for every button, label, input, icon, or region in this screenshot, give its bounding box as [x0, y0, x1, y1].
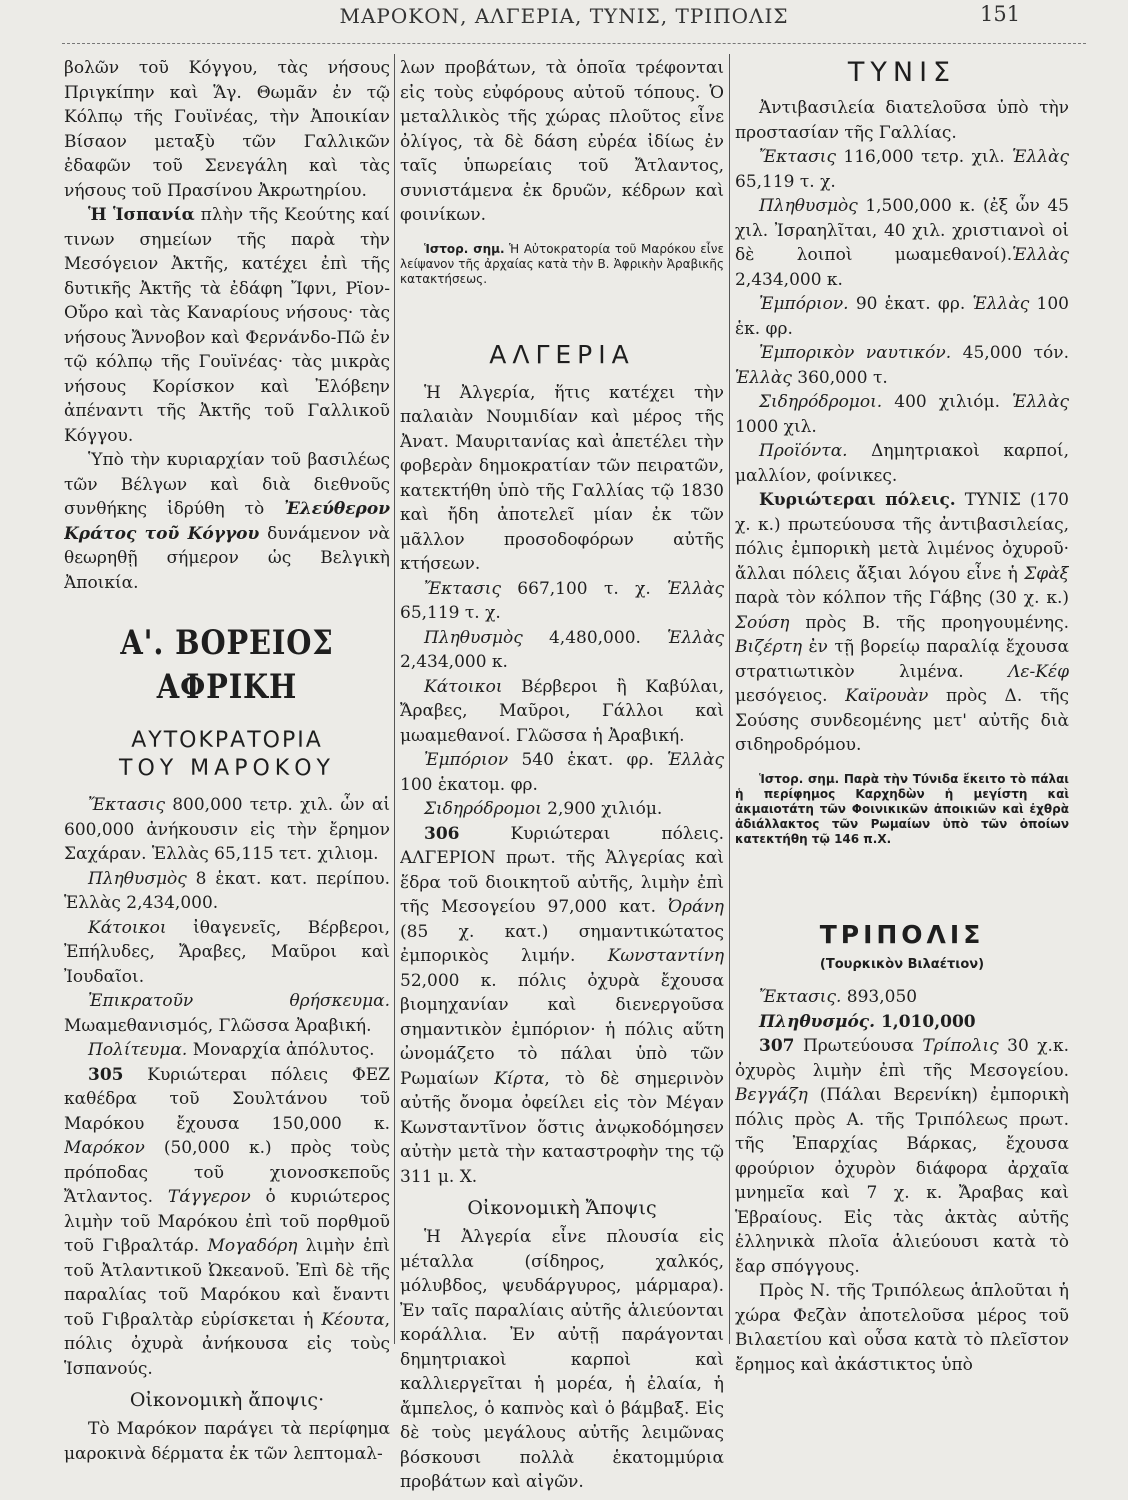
stat-railways: Σιδηρόδρομοι. 400 χιλιόμ. Ἑλλὰς 1000 χιλ. [735, 392, 1069, 437]
term-spain: Ἡ Ἱσπανία [88, 205, 195, 225]
history-note: Ἱστορ. σημ. Παρὰ τὴν Τύνιδα ἔκειτο τὸ πάλαι ἡ περίφημος Καρχηδὼν ἡ μεγίστη καὶ ἀκμαιοτάτη τῶν Φοινικικῶν ἀποικιῶν καὶ ἐχθρὰ ἀδιάλλακτος τῶν Ρωμαίων ὑπὸ τῶν ὁποίων κατεκτήθη τῷ 146 π.Χ. [735, 771, 1069, 846]
paragraph-congo: Ὑπὸ τὴν κυριαρχίαν τοῦ βασιλέως τῶν Βέλγων καὶ διὰ διεθνοῦς συνθήκης ἱδρύθη τὸ Ἐλεύθερον Κράτος τοῦ Κόγγου δυνάμενον νὰ θεωρηθῇ σήμερον ὡς Βελγικὴ Ἀποικία. [64, 450, 390, 593]
history-note: Ἱστορ. σημ. Ἡ Αὐτοκρατορία τοῦ Μαρόκου εἶνε λείψανον τῆς ἀρχαίας κατὰ τὴν Β. Ἀφρικὴν Ἀραβικῆς κατακτήσεως. [400, 241, 724, 286]
paragraph-cities: Κυριώτεραι πόλεις. ΤΥΝΙΣ (170 χ. κ.) πρωτεύουσα τῆς ἀντιβασιλείας, πόλις ἐμπορικὴ μετὰ λιμένος ὀχυροῦ· ἄλλαι πόλεις ἄξιαι λόγου εἶνε ἡ Σφὰξ παρὰ τὸν κόλπον τῆς Γάβης (30 χ. κ.) Σούση πρὸς Β. τῆς προηγουμένης. Βιζέρτη ἐν τῇ βορείῳ παραλίᾳ ἔχουσα στρατιωτικὸν λιμένα. Λε-Κέφ μεσόγειος. Καϊρουὰν πρὸς Δ. τῆς Σούσης συνδεομένης μετ' αὐτῆς διὰ σιδηροδρόμου. [735, 490, 1069, 755]
stat-products: Προϊόντα. Δημητριακοὶ καρποί, μαλλίον, φοίνικες. [735, 441, 1069, 486]
section-title: Α'. ΒΟΡΕΙΟΣ ΑΦΡΙΚΗ [120, 623, 334, 707]
column-divider [729, 54, 730, 1344]
column-right [735, 56, 1069, 1377]
stat-trade: Ἐμπόριον 540 ἑκατ. φρ. Ἑλλὰς 100 ἑκατομ. φρ. [400, 750, 724, 795]
stat-population: Πληθυσμός. 1,010,000 [759, 1011, 976, 1032]
term-congo-free-state: Ἐλεύθερον Κράτος τοῦ Κόγγου [64, 499, 390, 544]
paragraph-tunis: Ἀντιβασιλεία διατελοῦσα ὑπὸ τὴν προστασίαν τῆς Γαλλίας. [735, 98, 1069, 143]
stat-population: Πληθυσμὸς 1,500,000 κ. (ἐξ ὧν 45 χιλ. Ἰσραηλῖται, 40 χιλ. χριστιανοὶ οἱ δὲ λοιποὶ μωαμεθανοί).Ἑλλὰς 2,434,000 κ. [735, 196, 1069, 290]
column-left [64, 56, 390, 1466]
stat-population: Πληθυσμὸς 8 ἑκατ. κατ. περίπου. Ἑλλὰς 2,434,000. [64, 868, 390, 913]
subheading-vilayet: (Τουρκικὸν Βιλαέτιον) [819, 956, 985, 972]
paragraph-fezzan: Πρὸς Ν. τῆς Τριπόλεως ἁπλοῦται ἡ χώρα Φεζὰν ἀποτελοῦσα μέρος τοῦ Βιλαετίου καὶ οὖσα κατὰ τὸ πλεῖστον ἔρημος καὶ ἀκάστικτος ὑπὸ [735, 1281, 1069, 1375]
paragraph: λων προβάτων, τὰ ὁποῖα τρέφονται εἰς τοὺς εὐφόρους αὐτοῦ τόπους. Ὁ μεταλλικὸς τῆς χώρας πλοῦτος εἶνε ὀλίγος, τὰ δὲ δάση εὐρέα ἰδίως ἐν ταῖς ὑπωρείαις τοῦ Ἄτλαντος, συνιστάμενα ἐκ δρυῶν, κέδρων καὶ φοινίκων. [400, 58, 724, 225]
stat-population: Πληθυσμὸς 4,480,000. Ἑλλὰς 2,434,000 κ. [400, 627, 724, 672]
stat-area: Ἔκτασις 800,000 τετρ. χιλ. ὧν αἱ 600,000 ἀνήκουσιν εἰς τὴν ἔρημον Σαχάραν. Ἑλλὰς 65,115 τετ. χιλιομ. [64, 795, 390, 864]
subheading-economy: Οἰκονομικὴ Ἄποψις [467, 1197, 657, 1219]
subheading-economy: Οἰκονομικὴ ἄποψις· [129, 1389, 325, 1411]
running-header: ΜΑΡΟΚΟΝ, ΑΛΓΕΡΙΑ, ΤΥΝΙΣ, ΤΡΙΠΟΛΙΣ [339, 4, 789, 28]
paragraph-306: 306 Κυριώτεραι πόλεις. ΑΛΓΕΡΙΟΝ πρωτ. τῆς Ἀλγερίας καὶ ἕδρα τοῦ διοικητοῦ αὐτῆς, λιμὴν ἐπὶ τῆς Μεσογείου 97,000 κατ. Ὀράνη (85 χ. κατ.) σημαντικώτατος ἐμπορικὸς λιμήν. Κωνσταντίνη 52,000 κ. πόλις ὀχυρὰ ἔχουσα βιομηχανίαν καὶ διενεργοῦσα σημαντικὸν ἐμπόριον· ἡ πόλις αὕτη ὠνομάζετο τὸ πάλαι ὑπὸ τῶν Ρωμαίων Κίρτα, τὸ δὲ σημερινὸν αὐτῆς ὄνομα ὀφείλει εἰς τὸν Μέγαν Κωνσταντῖνον ὅστις ἀνῳκοδόμησεν αὐτὴν μετὰ τὴν καταστροφὴν της τῷ 311 μ. Χ. [400, 823, 724, 1187]
paragraph-algeria: Ἡ Ἀλγερία, ἥτις κατέχει τὴν παλαιὰν Νουμιδίαν καὶ μέρος τῆς Ἀνατ. Μαυριτανίας καὶ ἀπετέλει τὴν φοβερὰν δημοκρατίαν τῶν πειρατῶν, κατεκτήθη ὑπὸ τῆς Γαλλίας τῷ 1830 καὶ ἤδη ἀποτελεῖ μίαν ἐκ τῶν μᾶλλον προσοδοφόρων αὐτῆς κτήσεων. [400, 382, 724, 574]
stat-trade: Ἐμπόριον. 90 ἑκατ. φρ. Ἑλλὰς 100 ἑκ. φρ. [735, 294, 1069, 339]
paragraph-economy: Ἡ Ἀλγερία εἶνε πλουσία εἰς μέταλλα (σίδηρος, χαλκός, μόλυβδος, ψευδάργυρος, μάρμαρα). Ἐν ταῖς παραλίαις αὐτῆς ἁλιεύονται κοράλλια. Ἐν αὐτῇ παράγονται δημητριακοὶ καρποὶ καὶ καλλιεργεῖται ἡ μορέα, ἡ ἐλαία, ἡ ἄμπελος, ὁ καπνὸς καὶ ὁ βάμβαξ. Εἰς δὲ τοὺς μεγάλους αὐτῆς λειμῶνας βόσκουσι πολλὰ ἑκατομμύρια προβάτων καὶ αἰγῶν. [400, 1227, 724, 1492]
heading-tunis: ΤΥΝΙΣ [847, 57, 957, 88]
stat-area: Ἔκτασις 667,100 τ. χ. Ἑλλὰς 65,119 τ. χ. [400, 578, 724, 623]
stat-government: Πολίτευμα. Μοναρχία ἀπόλυτος. [88, 1040, 375, 1060]
heading-morocco: ΑΥΤΟΚΡΑΤΟΡΙΑ ΤΟΥ ΜΑΡΟΚΟΥ [119, 728, 335, 781]
column-divider [394, 54, 395, 1344]
stat-religion: Ἐπικρατοῦν θρήσκευμα. Μωαμεθανισμός, Γλῶσσα Ἀραβική. [64, 991, 390, 1036]
paragraph-number: 305 [88, 1064, 124, 1085]
paragraph-number: 307 [759, 1036, 795, 1056]
heading-tripoli: ΤΡΙΠΟΛΙΣ [819, 919, 985, 949]
paragraph-number: 306 [424, 823, 460, 844]
stat-merchant-navy: Ἐμπορικὸν ναυτικόν. 45,000 τόν. Ἑλλὰς 360,000 τ. [735, 343, 1069, 388]
page-number: 151 [980, 2, 1021, 26]
paragraph: βολῶν τοῦ Κόγγου, τὰς νήσους Πριγκίπην καὶ Ἅγ. Θωμᾶν ἐν τῷ Κόλπῳ τῆς Γουϊνέας, τὴν Ἀποικίαν Βίσαον μεταξὺ τῶν Γαλλικῶν ἐδαφῶν τοῦ Σενεγάλη καὶ τὰς νήσους τοῦ Πρασίνου Ἀκρωτηρίου. [64, 58, 390, 201]
stat-inhabitants: Κάτοικοι ἰθαγενεῖς, Βέρβεροι, Ἐπήλυδες, Ἄραβες, Μαῦροι καὶ Ἰουδαῖοι. [64, 917, 390, 987]
stat-railways: Σιδηρόδρομοι 2,900 χιλιόμ. [424, 799, 663, 819]
stat-area: Ἔκτασις. 893,050 [759, 987, 918, 1007]
paragraph-305: 305 Κυριώτεραι πόλεις ΦΕΖ καθέδρα τοῦ Σουλτάνου τοῦ Μαρόκου ἔχουσα 150,000 κ. Μαρόκον (50,000 κ.) πρὸς τοὺς πρόποδας τοῦ χιονοσκεποῦς Ἄτλαντος. Τάγγερον ὁ κυριώτερος λιμὴν τοῦ Μαρόκου ἐπὶ τοῦ πορθμοῦ τοῦ Γιβραλτάρ. Μογαδόρη λιμὴν ἐπὶ τοῦ Ἀτλαντικοῦ Ὠκεανοῦ. Ἐπὶ δὲ τῆς παραλίας τοῦ Μαρόκου καὶ ἔναντι τοῦ Γιβραλτὰρ εὑρίσκεται ἡ Κέουτα, πόλις ὀχυρὰ ἀνήκουσα εἰς τοὺς Ἱσπανούς. [64, 1064, 390, 1379]
stat-inhabitants: Κάτοικοι Βέρβεροι ἢ Καβύλαι, Ἄραβες, Μαῦροι, Γάλλοι καὶ μωαμεθανοί. Γλῶσσα ἡ Ἀραβική. [400, 676, 724, 746]
paragraph-307: 307 Πρωτεύουσα Τρίπολις 30 χ.κ. ὀχυρὸς λιμὴν ἐπὶ τῆς Μεσογείου. Βεγγάζη (Πάλαι Βερενίκη) ἐμπορικὴ πόλις πρὸς Α. τῆς Τριπόλεως πρωτ. τῆς Ἐπαρχίας Βάρκας, ἔχουσα φρούριον ὀχυρὸν διάφορα ἀρχαῖα μνημεῖα καὶ 7 χ. κ. Ἄραβας καὶ Ἑβραίους. Εἰς τὰς ἀκτὰς αὐτῆς ἑλληνικὰ πλοῖα ἁλιεύουσι κατὰ τὸ ἔαρ σπόγγους. [735, 1036, 1069, 1277]
paragraph-economy: Τὸ Μαρόκον παράγει τὰ περίφημα μαροκινὰ δέρματα ἐκ τῶν λεπτομαλ- [64, 1419, 390, 1464]
paragraph-spain: Ἡ Ἱσπανία πλὴν τῆς Κεούτης καί τινων σημείων τῆς παρὰ τὴν Μεσόγειον Ἀκτῆς, κατέχει ἐπὶ τῆς δυτικῆς Ἀκτῆς τὰ ἐδάφη Ἴφνι, Ρϊον-Οὔρο καὶ τὰς Καναρίους νήσους· τὰς νήσους Ἄννοβον καὶ Φερνάνδο-Πῶ ἐν τῷ κόλπῳ τῆς Γουϊνέας· τὰς μικρὰς νήσους Κορίσκον καὶ Ἐλόβεην ἀπέναντι τῆς Ἀκτῆς τοῦ Γαλλικοῦ Κόγγου. [64, 205, 390, 446]
heading-algeria: ΑΛΓΕΡΙΑ [489, 339, 635, 369]
column-middle [400, 56, 724, 1495]
header-rule [62, 43, 1086, 44]
stat-area: Ἔκτασις 116,000 τετρ. χιλ. Ἑλλὰς 65,119 τ. χ. [735, 147, 1069, 192]
